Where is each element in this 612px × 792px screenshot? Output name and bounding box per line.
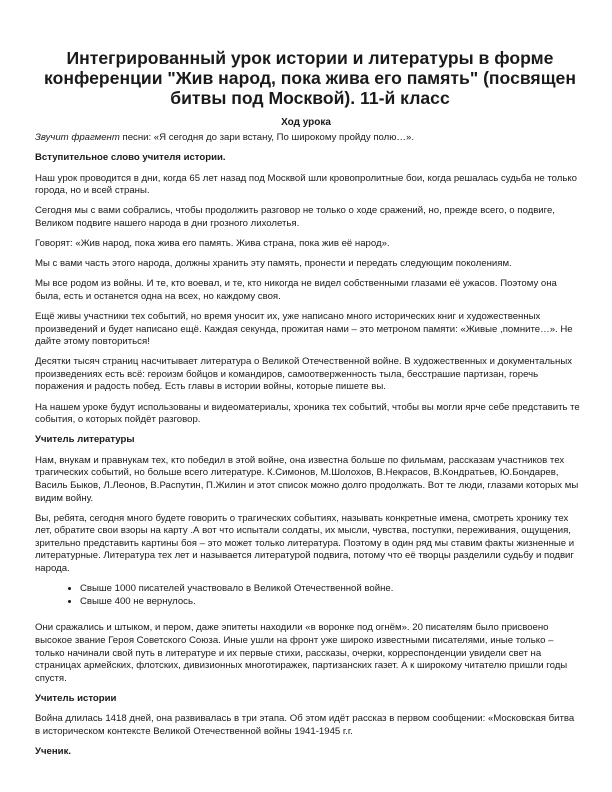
intro-paragraph: На нашем уроке будут использованы и видеоматериалы, хроника тех событий, чтобы вы могли ярче себе представить те события, о которых пойдёт разговор. (35, 401, 580, 426)
intro-paragraph: Ещё живы участники тех событий, но время уносит их, уже написано много исторических книг и художественных произведений и будет написано ещё. Каждая секунда, прожитая нами – это метроном памяти: «Живые ,помните…». Не дайте этому повториться! (35, 310, 573, 348)
intro-paragraph: Сегодня мы с вами собрались, чтобы продолжить разговор не только о ходе сражений, но, прежде всего, о подвиге, Великом подвиге нашего народа в дни грозного лихолетья. (35, 205, 555, 229)
intro-paragraph: Мы все родом из войны. И те, кто воевал, и те, кто никогда не видел собственными глазами её ужасов. Поэтому она была, есть и останется одна на всех, но каждому своя. (35, 278, 557, 302)
song-line (35, 132, 580, 145)
song-label: Звучит фрагмент (35, 132, 120, 143)
student-heading: Ученик. (35, 746, 72, 758)
document-body (35, 132, 580, 767)
document-title: Интегрированный урок истории и литературы в форме конференции "Жив народ, пока жива его память" (посвящен битвы под Москвой). 11-й класс (44, 48, 576, 108)
hist-paragraph: Война длилась 1418 дней, она развивалась в три этапа. Об этом идёт рассказ в первом сообщении: «Московская битва в историческом контексте Великой Отечественной войны 1941-1945 г.г. (35, 713, 575, 737)
lit-heading: Учитель литературы (35, 434, 135, 446)
bullet-item: • Свыше 400 не вернулось. (80, 596, 580, 609)
intro-paragraph: Мы с вами часть этого народа, должны хранить эту память, пронести и передать следующим поколениям. (35, 258, 512, 270)
intro-heading: Вступительное слово учителя истории. (35, 152, 226, 164)
song-text: песни: «Я сегодня до зари встану, По широкому пройду полю…». (119, 132, 415, 143)
intro-paragraph: Наш урок проводится в дни, когда 65 лет назад под Москвой шли кровопролитные бои, когда решалась судьба не только города, но и всей страны. (35, 172, 578, 197)
hist-heading: Учитель истории (35, 692, 117, 704)
intro-paragraph: Говорят: «Жив народ, пока жива его память. Жива страна, пока жив её народ». (35, 238, 390, 250)
bullet-item: • Свыше 1000 писателей участвовало в Великой Отечественной войне. (80, 583, 580, 596)
intro-paragraph: Десятки тысяч страниц насчитывает литература о Великой Отечественной войне. В художественных и документальных произведениях есть всё: героизм бойцов и командиров, самоотверженность тыла, бесстрашие партизан, горечь поражения и радость побед. Есть главы в истории войны, которые пишете вы. (35, 356, 573, 393)
lit-paragraph-after: Они сражались и штыком, и пером, даже эпитеты находили «в воронке под огнём». 20 писателям было присвоено высокое звание Героя Советского Союза. Иные ушли на фронт уже широко известными писателями, иные только – только начинали свой путь в литературе и их первые стихи, рассказы, очерки, корреспонденции увидели свет на страницах армейских, флотских, дивизионных многотиражек, партизанских газет. А к широкому читателю пришли годы спустя. (35, 622, 568, 684)
lit-paragraph: Вы, ребята, сегодня много будете говорить о трагических событиях, называть конкретные имена, смотреть хронику тех лет, обратите свои взоры на карту .А вот что испытали солдаты, их мысли, чувства, поступки, переживания, ощущения, зрительно представить картины боя – это может только литература. Поэтому в один ряд мы ставим факты жизненные и литературные. Литература тех лет и называется литературой подвига, потому что её творцы разделили судьбу и подвиг народа. (35, 512, 575, 575)
lit-paragraph: Нам, внукам и правнукам тех, кто победил в этой войне, она известна больше по фильмам, рассказам участников тех трагических событий, но больше всего литературе. К.Симонов, М.Шолохов, В.Некрасов, В.Кондратьев, Ю.Бондарев, Василь Быков, Л.Леонов, В.Распутин, П.Жилин и этот список можно долго продолжать. Вот те люди, глазами которых мы видим войну. (35, 454, 579, 504)
bullet-list (35, 583, 580, 608)
section-heading: Ход урока (281, 117, 331, 128)
